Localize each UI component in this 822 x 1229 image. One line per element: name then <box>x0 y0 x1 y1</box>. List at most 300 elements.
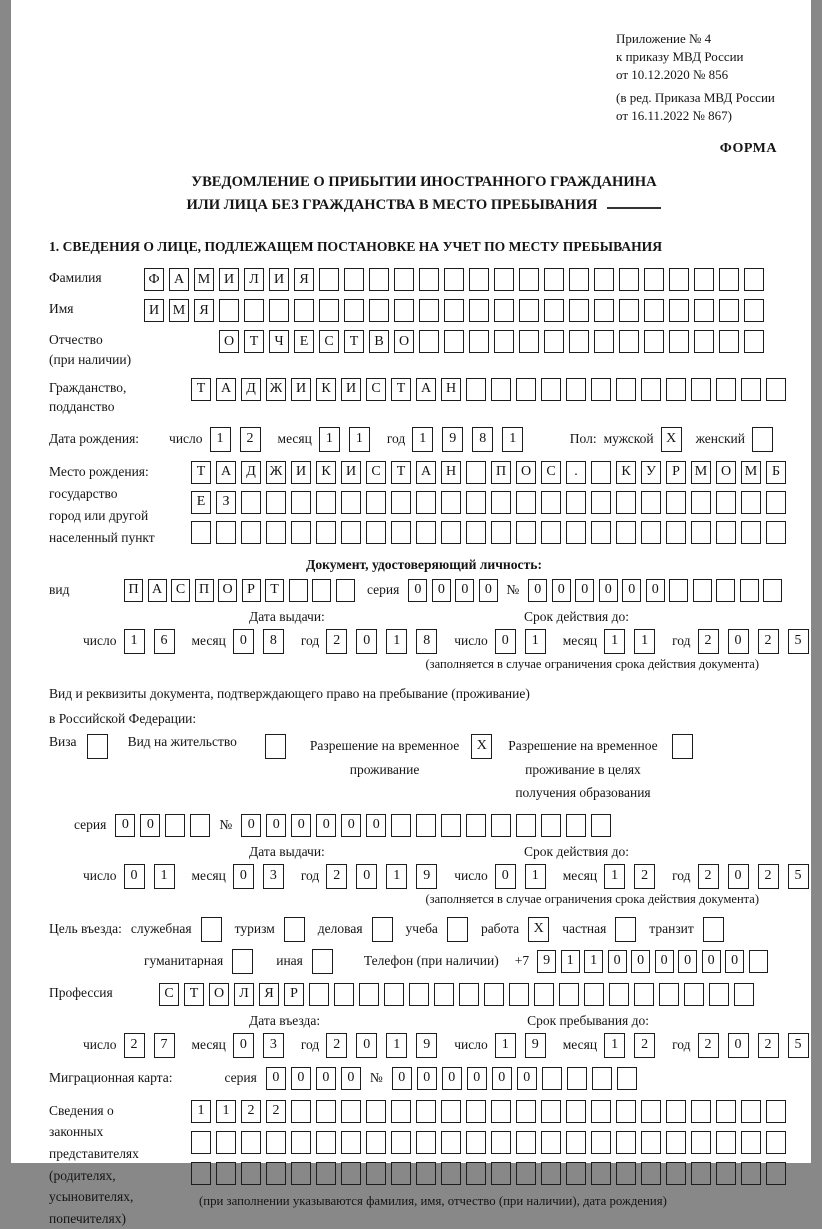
form-cell[interactable] <box>644 299 664 322</box>
form-cell[interactable] <box>434 983 454 1006</box>
form-cell[interactable]: 0 <box>356 629 377 654</box>
form-cell[interactable] <box>369 299 389 322</box>
form-cell[interactable] <box>491 814 511 837</box>
form-cell[interactable]: 2 <box>266 1100 286 1123</box>
form-cell[interactable]: П <box>124 579 143 602</box>
form-cell[interactable]: А <box>216 378 236 401</box>
form-cell[interactable] <box>359 983 379 1006</box>
form-cell[interactable]: 3 <box>263 864 284 889</box>
form-cell[interactable] <box>291 491 311 514</box>
form-cell[interactable]: З <box>216 491 236 514</box>
form-cell[interactable]: У <box>641 461 661 484</box>
form-cell[interactable]: Р <box>284 983 304 1006</box>
form-cell[interactable] <box>609 983 629 1006</box>
form-cell[interactable]: 0 <box>442 1067 462 1090</box>
form-cell[interactable]: 0 <box>366 814 386 837</box>
form-cell[interactable]: О <box>209 983 229 1006</box>
form-cell[interactable] <box>541 814 561 837</box>
form-cell[interactable] <box>491 1131 511 1154</box>
form-cell[interactable] <box>491 521 511 544</box>
form-cell[interactable]: Я <box>259 983 279 1006</box>
form-cell[interactable]: 0 <box>392 1067 412 1090</box>
form-cell[interactable] <box>441 814 461 837</box>
form-cell[interactable]: С <box>366 461 386 484</box>
form-cell[interactable] <box>591 1131 611 1154</box>
form-cell[interactable]: 0 <box>241 814 261 837</box>
form-cell[interactable] <box>316 1131 336 1154</box>
form-cell[interactable] <box>541 491 561 514</box>
form-cell[interactable] <box>566 521 586 544</box>
form-cell[interactable] <box>541 1162 561 1185</box>
form-cell[interactable]: М <box>691 461 711 484</box>
form-cell[interactable] <box>165 814 185 837</box>
form-cell[interactable] <box>734 983 754 1006</box>
form-cell[interactable] <box>391 1100 411 1123</box>
form-cell[interactable] <box>394 268 414 291</box>
sex-female-checkbox[interactable] <box>752 427 773 452</box>
form-cell[interactable] <box>241 1162 261 1185</box>
option-temp-residence-education-checkbox[interactable] <box>672 734 693 759</box>
purpose-tourism-checkbox[interactable] <box>284 917 305 942</box>
form-cell[interactable]: И <box>341 461 361 484</box>
form-cell[interactable] <box>466 1162 486 1185</box>
form-cell[interactable]: 9 <box>537 950 556 973</box>
form-cell[interactable]: 1 <box>386 864 407 889</box>
form-cell[interactable] <box>466 491 486 514</box>
form-cell[interactable]: И <box>144 299 164 322</box>
form-cell[interactable]: П <box>491 461 511 484</box>
form-cell[interactable] <box>541 378 561 401</box>
form-cell[interactable]: А <box>216 461 236 484</box>
form-cell[interactable] <box>341 1162 361 1185</box>
form-cell[interactable] <box>719 330 739 353</box>
form-cell[interactable] <box>394 299 414 322</box>
form-cell[interactable]: А <box>169 268 189 291</box>
form-cell[interactable]: Т <box>391 461 411 484</box>
form-cell[interactable] <box>741 1162 761 1185</box>
form-cell[interactable] <box>341 521 361 544</box>
form-cell[interactable]: 0 <box>432 579 451 602</box>
form-cell[interactable]: Л <box>244 268 264 291</box>
form-cell[interactable] <box>591 378 611 401</box>
form-cell[interactable] <box>542 1067 562 1090</box>
form-cell[interactable]: М <box>194 268 214 291</box>
purpose-study-checkbox[interactable] <box>447 917 468 942</box>
form-cell[interactable] <box>266 1131 286 1154</box>
form-cell[interactable]: А <box>148 579 167 602</box>
form-cell[interactable] <box>266 491 286 514</box>
form-cell[interactable] <box>766 491 786 514</box>
form-cell[interactable]: О <box>716 461 736 484</box>
form-cell[interactable] <box>691 378 711 401</box>
form-cell[interactable]: 2 <box>241 1100 261 1123</box>
form-cell[interactable] <box>441 521 461 544</box>
form-cell[interactable] <box>741 1100 761 1123</box>
form-cell[interactable] <box>591 814 611 837</box>
form-cell[interactable] <box>766 521 786 544</box>
form-cell[interactable] <box>241 491 261 514</box>
form-cell[interactable] <box>416 1162 436 1185</box>
form-cell[interactable]: 8 <box>472 427 493 452</box>
form-cell[interactable]: Ж <box>266 461 286 484</box>
form-cell[interactable] <box>584 983 604 1006</box>
form-cell[interactable] <box>516 378 536 401</box>
form-cell[interactable] <box>616 1131 636 1154</box>
form-cell[interactable] <box>291 1131 311 1154</box>
form-cell[interactable] <box>616 378 636 401</box>
form-cell[interactable]: С <box>159 983 179 1006</box>
form-cell[interactable] <box>691 1100 711 1123</box>
form-cell[interactable]: 0 <box>356 864 377 889</box>
form-cell[interactable] <box>741 521 761 544</box>
form-cell[interactable]: 1 <box>191 1100 211 1123</box>
form-cell[interactable]: Б <box>766 461 786 484</box>
form-cell[interactable] <box>519 299 539 322</box>
form-cell[interactable] <box>566 814 586 837</box>
form-cell[interactable]: Л <box>234 983 254 1006</box>
form-cell[interactable]: 6 <box>154 629 175 654</box>
form-cell[interactable] <box>219 299 239 322</box>
form-cell[interactable]: 1 <box>604 1033 625 1058</box>
form-cell[interactable] <box>291 521 311 544</box>
form-cell[interactable]: 1 <box>412 427 433 452</box>
form-cell[interactable]: 0 <box>646 579 665 602</box>
form-cell[interactable]: 0 <box>495 864 516 889</box>
form-cell[interactable]: 0 <box>233 1033 254 1058</box>
form-cell[interactable] <box>541 1131 561 1154</box>
form-cell[interactable]: 0 <box>678 950 697 973</box>
form-cell[interactable]: 1 <box>502 427 523 452</box>
form-cell[interactable] <box>716 579 735 602</box>
form-cell[interactable]: 0 <box>467 1067 487 1090</box>
form-cell[interactable] <box>216 1162 236 1185</box>
form-cell[interactable] <box>366 521 386 544</box>
form-cell[interactable] <box>369 268 389 291</box>
form-cell[interactable]: М <box>741 461 761 484</box>
form-cell[interactable] <box>744 299 764 322</box>
form-cell[interactable]: 0 <box>517 1067 537 1090</box>
form-cell[interactable]: 0 <box>575 579 594 602</box>
form-cell[interactable] <box>216 521 236 544</box>
form-cell[interactable]: 1 <box>124 629 145 654</box>
form-cell[interactable]: Н <box>441 461 461 484</box>
form-cell[interactable] <box>516 1100 536 1123</box>
form-cell[interactable]: 2 <box>698 864 719 889</box>
form-cell[interactable]: 0 <box>608 950 627 973</box>
option-residence-permit-checkbox[interactable] <box>265 734 286 759</box>
form-cell[interactable]: 7 <box>154 1033 175 1058</box>
form-cell[interactable] <box>416 521 436 544</box>
form-cell[interactable]: О <box>516 461 536 484</box>
form-cell[interactable] <box>567 1067 587 1090</box>
form-cell[interactable] <box>694 299 714 322</box>
form-cell[interactable]: 0 <box>492 1067 512 1090</box>
form-cell[interactable]: 0 <box>495 629 516 654</box>
form-cell[interactable] <box>466 378 486 401</box>
form-cell[interactable]: Т <box>191 461 211 484</box>
form-cell[interactable] <box>509 983 529 1006</box>
form-cell[interactable]: 1 <box>525 864 546 889</box>
form-cell[interactable] <box>740 579 759 602</box>
sex-male-checkbox[interactable]: X <box>661 427 682 452</box>
form-cell[interactable] <box>441 1131 461 1154</box>
form-cell[interactable] <box>719 268 739 291</box>
form-cell[interactable]: О <box>219 330 239 353</box>
form-cell[interactable]: Т <box>244 330 264 353</box>
form-cell[interactable] <box>666 521 686 544</box>
form-cell[interactable]: И <box>341 378 361 401</box>
form-cell[interactable] <box>644 268 664 291</box>
form-cell[interactable] <box>316 521 336 544</box>
form-cell[interactable] <box>666 491 686 514</box>
form-cell[interactable]: 1 <box>525 629 546 654</box>
form-cell[interactable] <box>716 491 736 514</box>
form-cell[interactable] <box>336 579 355 602</box>
form-cell[interactable]: 0 <box>728 1033 749 1058</box>
form-cell[interactable]: 2 <box>758 864 779 889</box>
form-cell[interactable] <box>391 1131 411 1154</box>
form-cell[interactable]: И <box>291 378 311 401</box>
form-cell[interactable]: 1 <box>349 427 370 452</box>
form-cell[interactable] <box>749 950 768 973</box>
purpose-humanitarian-checkbox[interactable] <box>232 949 253 974</box>
form-cell[interactable] <box>669 330 689 353</box>
form-cell[interactable]: Т <box>391 378 411 401</box>
form-cell[interactable]: 0 <box>233 629 254 654</box>
form-cell[interactable]: 9 <box>525 1033 546 1058</box>
form-cell[interactable] <box>409 983 429 1006</box>
form-cell[interactable] <box>309 983 329 1006</box>
form-cell[interactable]: 1 <box>604 864 625 889</box>
form-cell[interactable] <box>494 330 514 353</box>
form-cell[interactable] <box>190 814 210 837</box>
form-cell[interactable]: 0 <box>728 864 749 889</box>
form-cell[interactable] <box>716 1131 736 1154</box>
form-cell[interactable]: 0 <box>356 1033 377 1058</box>
form-cell[interactable]: 9 <box>416 864 437 889</box>
form-cell[interactable] <box>716 521 736 544</box>
form-cell[interactable]: 0 <box>124 864 145 889</box>
form-cell[interactable]: А <box>416 461 436 484</box>
form-cell[interactable] <box>469 299 489 322</box>
form-cell[interactable] <box>291 1100 311 1123</box>
form-cell[interactable]: 0 <box>631 950 650 973</box>
form-cell[interactable]: 0 <box>408 579 427 602</box>
form-cell[interactable]: 0 <box>266 814 286 837</box>
form-cell[interactable]: 0 <box>622 579 641 602</box>
form-cell[interactable] <box>469 330 489 353</box>
form-cell[interactable] <box>741 378 761 401</box>
form-cell[interactable]: А <box>416 378 436 401</box>
form-cell[interactable]: 2 <box>124 1033 145 1058</box>
form-cell[interactable]: М <box>169 299 189 322</box>
form-cell[interactable] <box>491 491 511 514</box>
form-cell[interactable] <box>619 299 639 322</box>
form-cell[interactable] <box>619 330 639 353</box>
form-cell[interactable] <box>466 1131 486 1154</box>
form-cell[interactable]: Я <box>294 268 314 291</box>
form-cell[interactable] <box>516 814 536 837</box>
form-cell[interactable] <box>319 299 339 322</box>
form-cell[interactable]: Т <box>265 579 284 602</box>
form-cell[interactable]: 2 <box>634 864 655 889</box>
form-cell[interactable] <box>693 579 712 602</box>
form-cell[interactable]: 0 <box>316 814 336 837</box>
form-cell[interactable] <box>534 983 554 1006</box>
form-cell[interactable] <box>516 1162 536 1185</box>
form-cell[interactable] <box>494 268 514 291</box>
form-cell[interactable] <box>241 521 261 544</box>
form-cell[interactable]: 1 <box>561 950 580 973</box>
form-cell[interactable]: 0 <box>291 1067 311 1090</box>
form-cell[interactable] <box>641 1100 661 1123</box>
form-cell[interactable]: 1 <box>154 864 175 889</box>
form-cell[interactable]: 1 <box>604 629 625 654</box>
form-cell[interactable]: 2 <box>326 629 347 654</box>
form-cell[interactable] <box>691 1131 711 1154</box>
form-cell[interactable]: Д <box>241 461 261 484</box>
form-cell[interactable]: 0 <box>599 579 618 602</box>
form-cell[interactable]: 2 <box>634 1033 655 1058</box>
form-cell[interactable] <box>519 330 539 353</box>
form-cell[interactable] <box>366 1131 386 1154</box>
form-cell[interactable] <box>691 491 711 514</box>
form-cell[interactable] <box>491 1100 511 1123</box>
form-cell[interactable] <box>541 1100 561 1123</box>
form-cell[interactable] <box>391 814 411 837</box>
form-cell[interactable] <box>344 268 364 291</box>
form-cell[interactable]: С <box>541 461 561 484</box>
form-cell[interactable] <box>744 330 764 353</box>
form-cell[interactable]: И <box>219 268 239 291</box>
form-cell[interactable] <box>592 1067 612 1090</box>
form-cell[interactable]: К <box>316 378 336 401</box>
form-cell[interactable] <box>616 521 636 544</box>
form-cell[interactable]: 0 <box>266 1067 286 1090</box>
form-cell[interactable]: 1 <box>216 1100 236 1123</box>
form-cell[interactable] <box>659 983 679 1006</box>
form-cell[interactable] <box>266 1162 286 1185</box>
form-cell[interactable]: 0 <box>140 814 160 837</box>
form-cell[interactable]: С <box>366 378 386 401</box>
form-cell[interactable] <box>716 1162 736 1185</box>
form-cell[interactable] <box>594 330 614 353</box>
form-cell[interactable]: И <box>291 461 311 484</box>
option-temp-residence-checkbox[interactable]: X <box>471 734 492 759</box>
form-cell[interactable] <box>216 1131 236 1154</box>
form-cell[interactable] <box>569 330 589 353</box>
form-cell[interactable]: 5 <box>788 1033 809 1058</box>
form-cell[interactable] <box>466 1100 486 1123</box>
form-cell[interactable]: 0 <box>341 814 361 837</box>
form-cell[interactable] <box>366 1100 386 1123</box>
form-cell[interactable] <box>641 1131 661 1154</box>
form-cell[interactable] <box>594 268 614 291</box>
form-cell[interactable]: С <box>171 579 190 602</box>
form-cell[interactable] <box>666 1100 686 1123</box>
form-cell[interactable] <box>669 579 688 602</box>
form-cell[interactable]: 5 <box>788 629 809 654</box>
form-cell[interactable] <box>616 1100 636 1123</box>
form-cell[interactable]: 2 <box>326 864 347 889</box>
form-cell[interactable]: 2 <box>758 629 779 654</box>
form-cell[interactable]: 0 <box>455 579 474 602</box>
form-cell[interactable]: Р <box>666 461 686 484</box>
form-cell[interactable]: 1 <box>319 427 340 452</box>
form-cell[interactable] <box>716 378 736 401</box>
form-cell[interactable]: 2 <box>698 629 719 654</box>
form-cell[interactable]: 9 <box>416 1033 437 1058</box>
form-cell[interactable] <box>516 1131 536 1154</box>
form-cell[interactable] <box>766 1131 786 1154</box>
form-cell[interactable] <box>341 1100 361 1123</box>
form-cell[interactable] <box>766 378 786 401</box>
form-cell[interactable] <box>691 1162 711 1185</box>
form-cell[interactable]: О <box>218 579 237 602</box>
purpose-transit-checkbox[interactable] <box>703 917 724 942</box>
form-cell[interactable] <box>566 378 586 401</box>
form-cell[interactable]: 2 <box>698 1033 719 1058</box>
form-cell[interactable] <box>191 521 211 544</box>
form-cell[interactable] <box>391 1162 411 1185</box>
form-cell[interactable] <box>466 814 486 837</box>
form-cell[interactable] <box>469 268 489 291</box>
form-cell[interactable] <box>591 1162 611 1185</box>
form-cell[interactable] <box>641 521 661 544</box>
form-cell[interactable] <box>691 521 711 544</box>
purpose-other-checkbox[interactable] <box>312 949 333 974</box>
form-cell[interactable] <box>269 299 289 322</box>
form-cell[interactable]: . <box>566 461 586 484</box>
form-cell[interactable]: В <box>369 330 389 353</box>
form-cell[interactable] <box>716 1100 736 1123</box>
form-cell[interactable] <box>591 491 611 514</box>
form-cell[interactable]: 2 <box>326 1033 347 1058</box>
form-cell[interactable] <box>459 983 479 1006</box>
form-cell[interactable] <box>516 521 536 544</box>
form-cell[interactable] <box>684 983 704 1006</box>
form-cell[interactable]: О <box>394 330 414 353</box>
form-cell[interactable] <box>569 268 589 291</box>
form-cell[interactable]: С <box>319 330 339 353</box>
form-cell[interactable]: 1 <box>634 629 655 654</box>
form-cell[interactable]: Ф <box>144 268 164 291</box>
form-cell[interactable] <box>709 983 729 1006</box>
form-cell[interactable]: 0 <box>528 579 547 602</box>
form-cell[interactable] <box>591 521 611 544</box>
form-cell[interactable]: 1 <box>210 427 231 452</box>
option-visa-checkbox[interactable] <box>87 734 108 759</box>
form-cell[interactable] <box>341 491 361 514</box>
form-cell[interactable]: Я <box>194 299 214 322</box>
form-cell[interactable] <box>669 268 689 291</box>
form-cell[interactable]: 8 <box>416 629 437 654</box>
form-cell[interactable]: 0 <box>728 629 749 654</box>
form-cell[interactable]: Д <box>241 378 261 401</box>
form-cell[interactable]: Е <box>294 330 314 353</box>
form-cell[interactable]: 1 <box>495 1033 516 1058</box>
form-cell[interactable] <box>416 814 436 837</box>
form-cell[interactable] <box>669 299 689 322</box>
form-cell[interactable] <box>694 330 714 353</box>
form-cell[interactable] <box>334 983 354 1006</box>
form-cell[interactable]: Е <box>191 491 211 514</box>
form-cell[interactable] <box>566 1100 586 1123</box>
form-cell[interactable]: 0 <box>115 814 135 837</box>
form-cell[interactable]: 0 <box>655 950 674 973</box>
form-cell[interactable] <box>616 1162 636 1185</box>
form-cell[interactable] <box>294 299 314 322</box>
